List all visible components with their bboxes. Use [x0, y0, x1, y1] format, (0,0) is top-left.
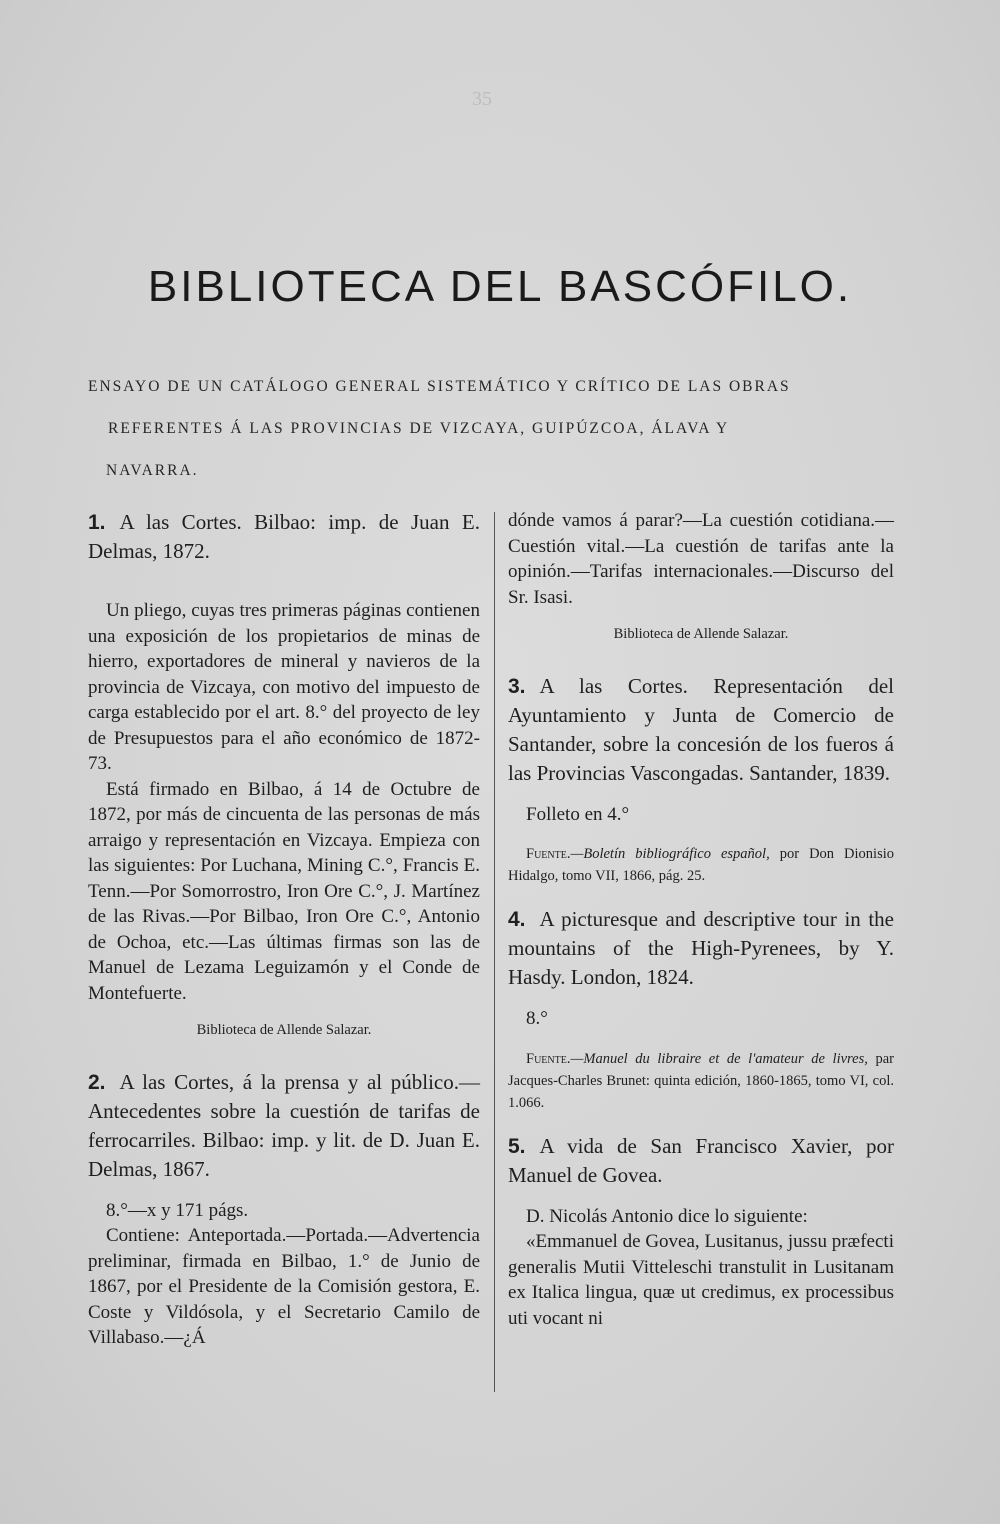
subtitle-line-1: ENSAYO DE UN CATÁLOGO GENERAL SISTEMÁTICO Y CRÍTICO DE LAS OBRAS: [88, 378, 791, 395]
entry-3-title: A las Cortes. Representación del Ayuntamiento y Junta de Comercio de Santander, sobre la concesión de los fueros á las Provincias Vascongadas. Santander, 1839.: [508, 673, 894, 785]
entry-1-title: A las Cortes. Bilbao: imp. de Juan E. Delmas, 1872.: [88, 510, 480, 563]
entry-4-number: 4.: [508, 908, 526, 931]
entry-3-format: Folleto en 4.°: [526, 803, 630, 825]
entry-1-number: 1.: [88, 511, 106, 534]
entry-1-paragraph-1: Un pliego, cuyas tres primeras páginas contienen una exposición de los propietarios de minas de hierro, exportadores de mineral y navieros de la provincia de Vizcaya, con motivo del impuesto de carga establecido por el art. 8.° del proyecto de ley de Presupuestos para el año económico de 1872-73.: [88, 600, 480, 774]
page-title: BIBLIOTECA DEL BASCÓFILO.: [147, 262, 853, 311]
entry-4-source-title: —Manuel du libraire et de l'amateur de livres,: [570, 1050, 868, 1067]
entry-4-source-label: Fuente.: [526, 1050, 571, 1067]
entry-2-paragraph-1: Contiene: Anteportada.—Portada.—Advertencia preliminar, firmada en Bilbao, 1.° de Junio de 1867, por el Presidente de la Comisión gestora, E. Coste y Vildósola, y el Secretario Camilo de Villabaso.—¿Á: [88, 1225, 480, 1348]
entry-1-heading: [88, 508, 480, 566]
subtitle-line-3: NAVARRA.: [106, 462, 199, 479]
subtitle: [88, 366, 888, 492]
entry-2-title: A las Cortes, á la prensa y al público.—Antecedentes sobre la cuestión de tarifas de ferrocarriles. Bilbao: imp. y lit. de D. Juan E. Delmas, 1867.: [88, 1069, 480, 1181]
entry-2-location: Biblioteca de Allende Salazar.: [613, 626, 789, 642]
entry-4-format: 8.°: [526, 1008, 548, 1029]
entry-5-number: 5.: [508, 1134, 526, 1158]
entry-2-heading: [88, 1068, 480, 1184]
entry-2-number: 2.: [88, 1070, 106, 1094]
entry-3-heading: [508, 672, 894, 788]
entry-5-title: A vida de San Francisco Xavier, por Manuel de Govea.: [508, 1133, 894, 1187]
entry-3-source: [508, 843, 894, 887]
entry-5-paragraph-1: D. Nicolás Antonio dice lo siguiente:: [526, 1205, 808, 1227]
entry-5-heading: [508, 1132, 894, 1190]
entry-3-source-detail: por Don Dionisio Hidalgo, tomo VII, 1866, pág. 25.: [508, 846, 895, 884]
entry-3-source-title: —Boletín bibliográfico español,: [570, 846, 770, 862]
entry-4-source: [508, 1048, 894, 1114]
entry-3-source-label: Fuente.: [526, 846, 571, 862]
spacer: [88, 580, 480, 598]
entry-1-location: Biblioteca de Allende Salazar.: [196, 1022, 372, 1038]
entry-4-heading: [508, 905, 894, 992]
page-number: 35: [472, 88, 492, 110]
entry-5-paragraph-2: «Emmanuel de Govea, Lusitanus, jussu præfecti generalis Mutii Vitteleschi transtulit in Lusitanam ex Italica lingua, quæ ut credimus, ex processibus uti vocant ni: [508, 1231, 894, 1329]
left-column: [88, 508, 480, 1351]
entry-2-paragraph-1-continued: dónde vamos á parar?—La cuestión cotidiana.—Cuestión vital.—La cuestión de tarifas ante la opinión.—Tarifas internacionales.—Discurso del Sr. Isasi.: [508, 510, 894, 608]
entry-3-number: 3.: [508, 674, 526, 698]
entry-4-title: A picturesque and descriptive tour in the mountains of the High-Pyrenees, by Y. Hasdy. London, 1824.: [508, 907, 894, 989]
entry-1-paragraph-2: Está firmado en Bilbao, á 14 de Octubre de 1872, por más de cincuenta de las personas de más arraigo y representación en Vizcaya. Empieza con las siguientes: Por Luchana, Mining C.°, Francis E. Tenn.—Por Somorrostro, Iron Ore C.°, J. Martínez de las Rivas.—Por Bilbao, Iron Ore C.°, Antonio de Ochoa, etc.—Las últimas firmas son las de Manuel de Lezama Leguizamón y el Conde de Montefuerte.: [88, 778, 480, 1004]
column-divider: [494, 512, 495, 1392]
right-column: [508, 508, 894, 1331]
subtitle-line-2: REFERENTES Á LAS PROVINCIAS DE VIZCAYA, GUIPÚZCOA, ÁLAVA Y: [108, 420, 730, 437]
entry-4-source-detail: par Jacques-Charles Brunet: quinta edición, 1860-1865, tomo VI, col. 1.066.: [508, 1050, 894, 1111]
entry-2-format: 8.°—x y 171 págs.: [106, 1199, 249, 1221]
